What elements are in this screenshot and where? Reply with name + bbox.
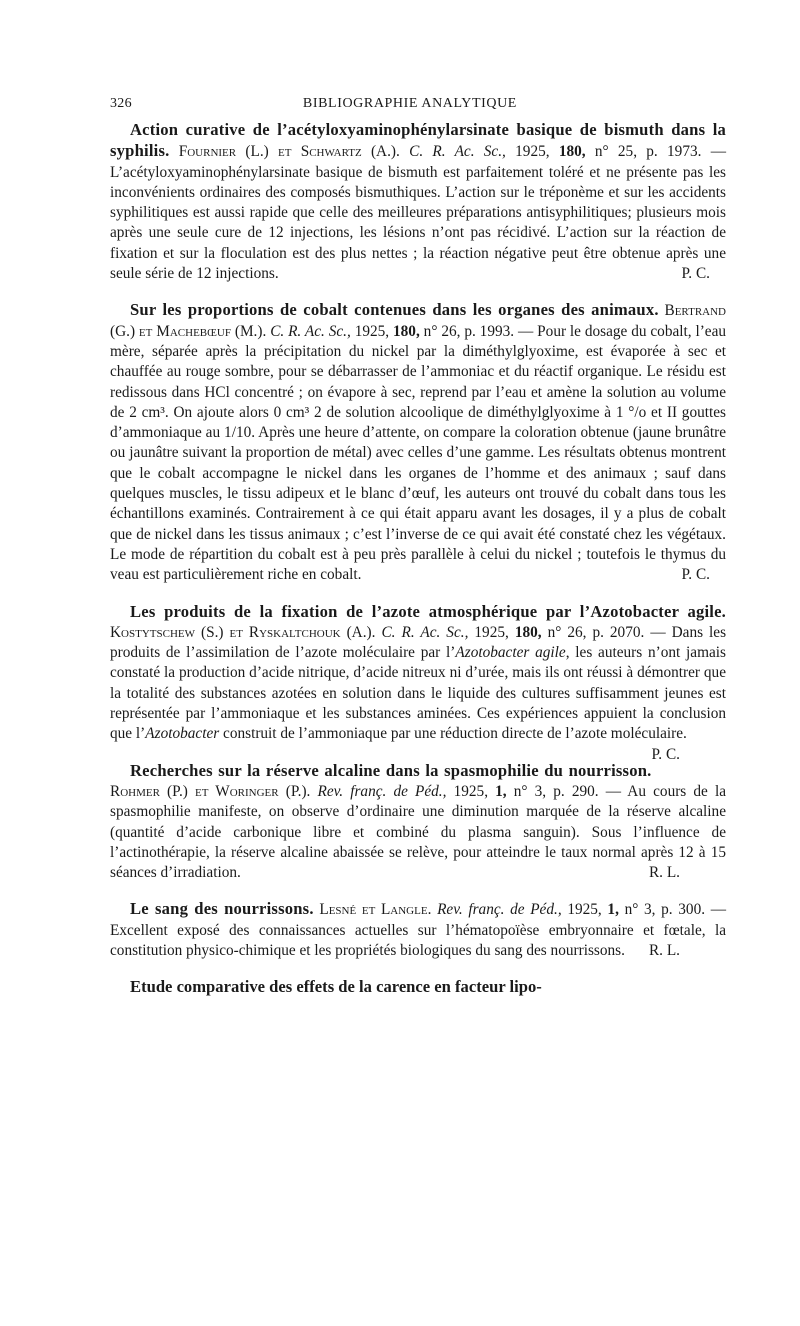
entry-body: — L’acétyloxyaminophénylarsinate basique de bismuth est parfaitement toléré et ne présente pas les inconvénients ordinaires des composés bismuthiques. L’action sur le tréponème et sur les accidents syphilitiques est aussi rapide que celle des meilleures préparations antisyphilitiques; plusieurs mois après une seule cure de 12 injections, les lésions n’ont pas récidivé. L’action sur la réaction de fixation et sur la floculation est des plus nettes ; la réaction négative peut être obtenue après une seule série de 12 injections. xyxy=(110,143,726,283)
entry-year: 1925, xyxy=(567,901,602,919)
entry-year: 1925, xyxy=(453,782,489,800)
entry-signature: P. C. xyxy=(651,745,680,763)
entry-authors: Fournier (L.) et Schwartz (A.). xyxy=(178,143,400,161)
abstract-entry xyxy=(110,300,726,585)
entry-issue-page: n° 25, p. 1973. xyxy=(594,143,702,161)
entry-volume: 1, xyxy=(495,782,507,800)
entry-body xyxy=(110,624,726,742)
entry-body: — Pour le dosage du cobalt, l’eau mère, séparée après la précipitation du nickel par la diméthylglyoxime, est évaporée à sec et chauffée au rouge sombre, pour se débarrasser de l’ammoniac et du réactif organique. Le résidu est redissous dans HCl concentré ; on évapore à sec, reprend par l’eau et amène la solution au volume de 2 cm³. On ajoute alors 0 cm³ 2 de solution alcoolique de diméthylglyoxime à 1 °/o et II gouttes d’ammoniaque au 1/10. Après une heure d’attente, on compare la coloration obtenue (jaune brunâtre ou jaunâtre suivant la proportion de métal) avec celles d’une gamme. Les résultats obtenus montrent que le cobalt accompagne le nickel dans les organes de l’homme et des animaux ; sauf dans quelques muscles, le tissu adipeux et le blanc d’œuf, les auteurs ont trouvé du cobalt dans tous les échantillons examinés. Contrairement à ce qui était apparu avant les dosages, il y a plus de cobalt que de nickel dans les tissus animaux ; c’est l’inverse de ce qui avait été constaté chez les végétaux. Le mode de répartition du cobalt est à peu près parallèle à celui du nickel ; toutefois le thymus du veau est particulièrement riche en cobalt. xyxy=(110,322,727,584)
entry-issue-page: n° 3, p. 290. xyxy=(513,782,599,800)
entry-title xyxy=(110,602,726,621)
entry-authors: Bertrand (G.) et Machebœuf (M.). xyxy=(110,302,726,340)
entry-journal: C. R. Ac. Sc., xyxy=(409,143,506,161)
entry-volume: 180, xyxy=(514,623,542,641)
page xyxy=(110,96,726,997)
page-header xyxy=(110,96,726,112)
entry-body: — Au cours de la spasmophilie manifeste, on observe d’ordinaire une diminution marquée de la réserve alcaline (quantité d’acide carbonique libre et combiné du plasma sanguin). Sous l’influence de l’actinothérapie, la réserve alcaline abaissée se relève, pour atteindre le taux normal après 12 à 15 séances d’irradiation. xyxy=(110,782,726,882)
entry-body-part: , les auteurs n’ont jamais constaté la production d’acide nitrique, d’acide nitreux ni d’urée, mais ils ont réussi à démontrer que la totalité des substances azotées en solution dans le liquide des cultures suffisamment jeunes est représentée par l’ammoniaque et les substances aminées. Ces expériences appuient la conclusion que l’ xyxy=(110,644,726,743)
next-entry-title: Etude comparative des effets de la carence en facteur lipo- xyxy=(130,977,542,997)
entry-signature: P. C. xyxy=(681,566,710,584)
entry-year: 1925, xyxy=(474,623,509,641)
entry-volume: 1, xyxy=(607,901,619,919)
entry-body: — Excellent exposé des connaissances actuelles sur l’hématopoïèse embryonnaire et fœtale, la constitution physico-chimique et les propriétés biologiques du sang des nourrissons. xyxy=(110,901,727,959)
entry-body-part: — Dans les produits de l’assimilation de l’azote moléculaire par l’ xyxy=(110,623,727,662)
abstract-entry xyxy=(110,899,726,961)
entry-title: Recherches sur la réserve alcaline dans la spasmophilie du nourrisson. xyxy=(130,760,652,780)
entry-title: Le sang des nourrissons. xyxy=(130,899,314,919)
entry-signature: R. L. xyxy=(648,941,680,959)
entry-issue-page: n° 26, p. 2070. xyxy=(547,623,645,641)
entry-title-part: Les produits de la fixation de l’azote atmosphérique par l’ xyxy=(130,601,591,621)
entry-authors: Kostytschew (S.) et Ryskaltchouk (A.). xyxy=(110,623,376,641)
entry-journal: Rev. franç. de Péd., xyxy=(317,782,447,800)
entry-signature: P. C. xyxy=(681,265,710,283)
entry-title: Sur les proportions de cobalt contenues dans les organes des animaux. xyxy=(130,300,659,320)
abstract-entry xyxy=(110,601,727,763)
entry-journal: C. R. Ac. Sc., xyxy=(270,322,351,340)
abstract-entry xyxy=(110,120,726,284)
running-head: BIBLIOGRAPHIE ANALYTIQUE xyxy=(302,96,517,111)
entry-signature: R. L. xyxy=(648,864,680,882)
entry-authors: Rohmer (P.) et Woringer (P.). xyxy=(110,782,311,800)
entry-body-part: construit de l’ammoniaque par une réduction directe de l’azote moléculaire. xyxy=(219,725,687,743)
entry-journal: C. R. Ac. Sc., xyxy=(381,623,469,641)
abstract-entry xyxy=(110,761,726,884)
entry-body-organism: Azotobacter agile xyxy=(455,644,566,662)
entry-volume: 180, xyxy=(393,322,420,340)
entry-journal: Rev. franç. de Péd., xyxy=(437,901,562,919)
page-number: 326 xyxy=(110,96,132,111)
entry-year: 1925, xyxy=(515,143,550,161)
entry-authors: Lesné et Langle. xyxy=(319,901,432,919)
entry-issue-page: n° 26, p. 1993. xyxy=(423,322,515,340)
entry-title-organism: Azotobacter agile xyxy=(590,601,722,621)
entry-title-end: . xyxy=(721,601,727,621)
entry-title: Action curative de l’acétyloxyaminophénylarsinate basique de bismuth dans la syphilis. xyxy=(110,120,726,161)
entry-body-organism: Azotobacter xyxy=(145,725,220,743)
entry-year: 1925, xyxy=(354,322,390,340)
entry-volume: 180, xyxy=(558,143,586,161)
entry-issue-page: n° 3, p. 300. xyxy=(624,901,706,919)
